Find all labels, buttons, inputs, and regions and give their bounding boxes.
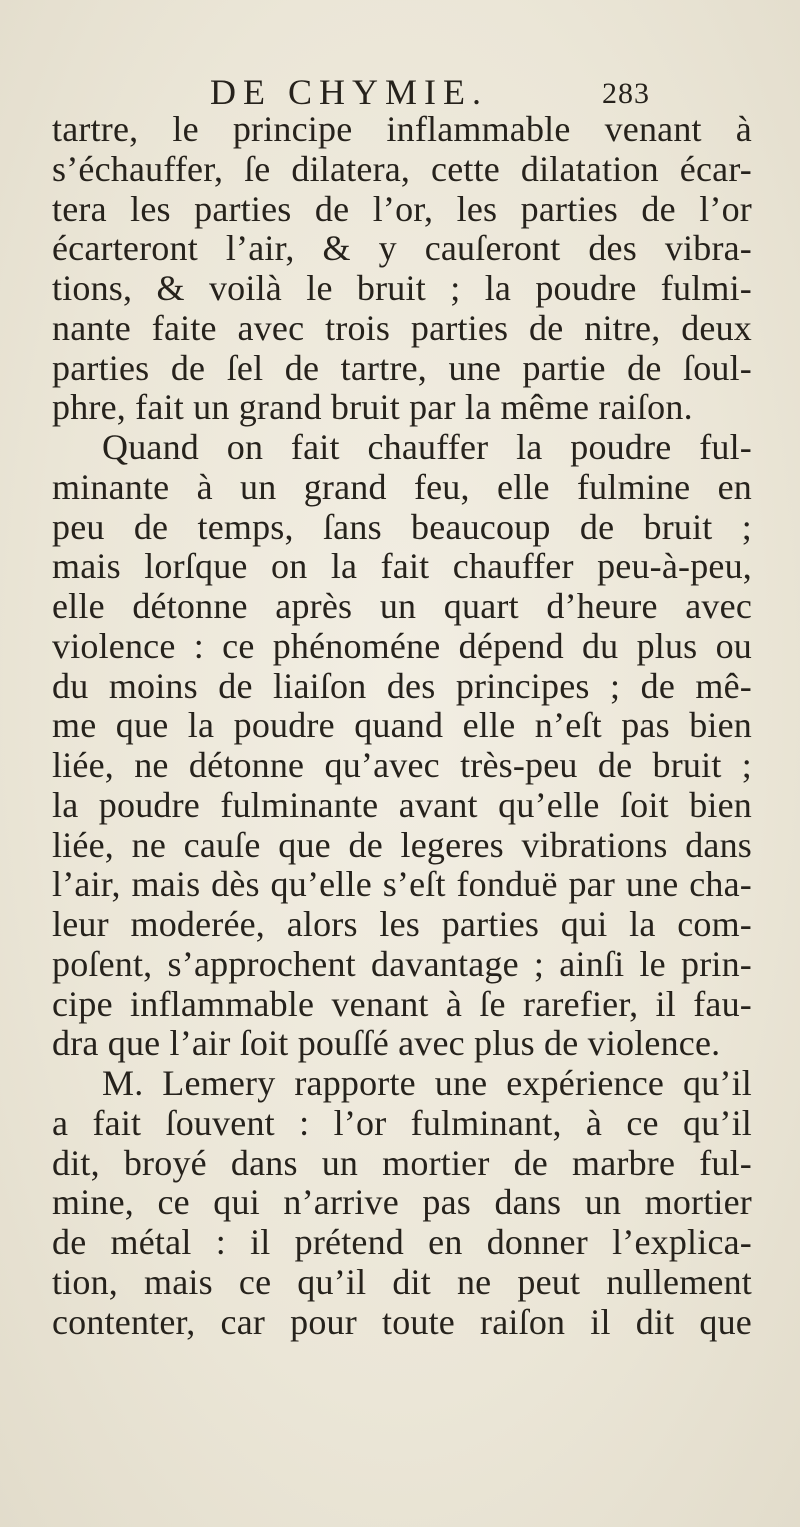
text-line: la poudre fulminante avant qu’elle ſoit bien <box>52 784 752 825</box>
text-line: elle détonne après un quart d’heure avec <box>52 586 752 626</box>
text-line: cipe inflammable venant à ſe rarefier, il fau- <box>52 983 752 1024</box>
body-text <box>52 110 752 1342</box>
text-line: tion, mais ce qu’il dit ne peut nullement <box>52 1261 752 1302</box>
text-line: a fait ſouvent : l’or fulminant, à ce qu’il <box>52 1102 752 1143</box>
running-title: DE CHYMIE. <box>210 72 488 112</box>
text-line: liée, ne détonne qu’avec très-peu de bruit ; <box>52 745 752 785</box>
text-line: Quand on fait chauffer la poudre ful- <box>102 427 752 467</box>
text-line: mine, ce qui n’arrive pas dans un mortier <box>52 1182 752 1223</box>
text-line: tera les parties de l’or, les parties de l’or <box>52 188 752 229</box>
page-number: 283 <box>602 77 650 110</box>
text-line: du moins de liaiſon des principes ; de mê- <box>52 665 752 706</box>
text-line: dra que l’air ſoit pouſſé avec plus de violence. <box>52 1023 721 1064</box>
text-line: leur moderée, alors les parties qui la com- <box>52 904 752 944</box>
text-line: l’air, mais dès qu’elle s’eſt fonduë par une cha- <box>52 864 752 905</box>
text-line: contenter, car pour toute raiſon il dit que <box>52 1301 752 1342</box>
text-line: tartre, le principe inflammable venant à <box>52 109 752 149</box>
text-line: dit, broyé dans un mortier de marbre ful- <box>52 1142 752 1183</box>
text-line: nante faite avec trois parties de nitre, deux <box>52 307 752 348</box>
text-line: M. Lemery rapporte une expérience qu’il <box>102 1063 752 1103</box>
text-line: de métal : il prétend en donner l’explica- <box>52 1222 752 1262</box>
text-line: peu de temps, ſans beaucoup de bruit ; <box>52 506 752 547</box>
text-line: phre, fait un grand bruit par la même raiſon. <box>52 387 693 428</box>
text-line: mais lorſque on la fait chauffer peu-à-peu, <box>52 546 752 587</box>
text-line: écarteront l’air, & y cauſeront des vibra- <box>52 228 752 269</box>
text-line: violence : ce phénoméne dépend du plus ou <box>52 625 752 666</box>
text-line: liée, ne cauſe que de legeres vibrations dans <box>52 824 752 865</box>
text-line: poſent, s’approchent davantage ; ainſi le prin- <box>52 943 752 984</box>
text-line: parties de ſel de tartre, une partie de ſoul- <box>52 347 752 388</box>
text-line: s’échauffer, ſe dilatera, cette dilatation écar- <box>52 148 752 189</box>
running-head <box>0 72 800 112</box>
text-line: minante à un grand feu, elle fulmine en <box>52 466 752 507</box>
text-line: tions, & voilà le bruit ; la poudre fulmi- <box>52 268 752 308</box>
text-line: me que la poudre quand elle n’eſt pas bien <box>52 705 752 746</box>
